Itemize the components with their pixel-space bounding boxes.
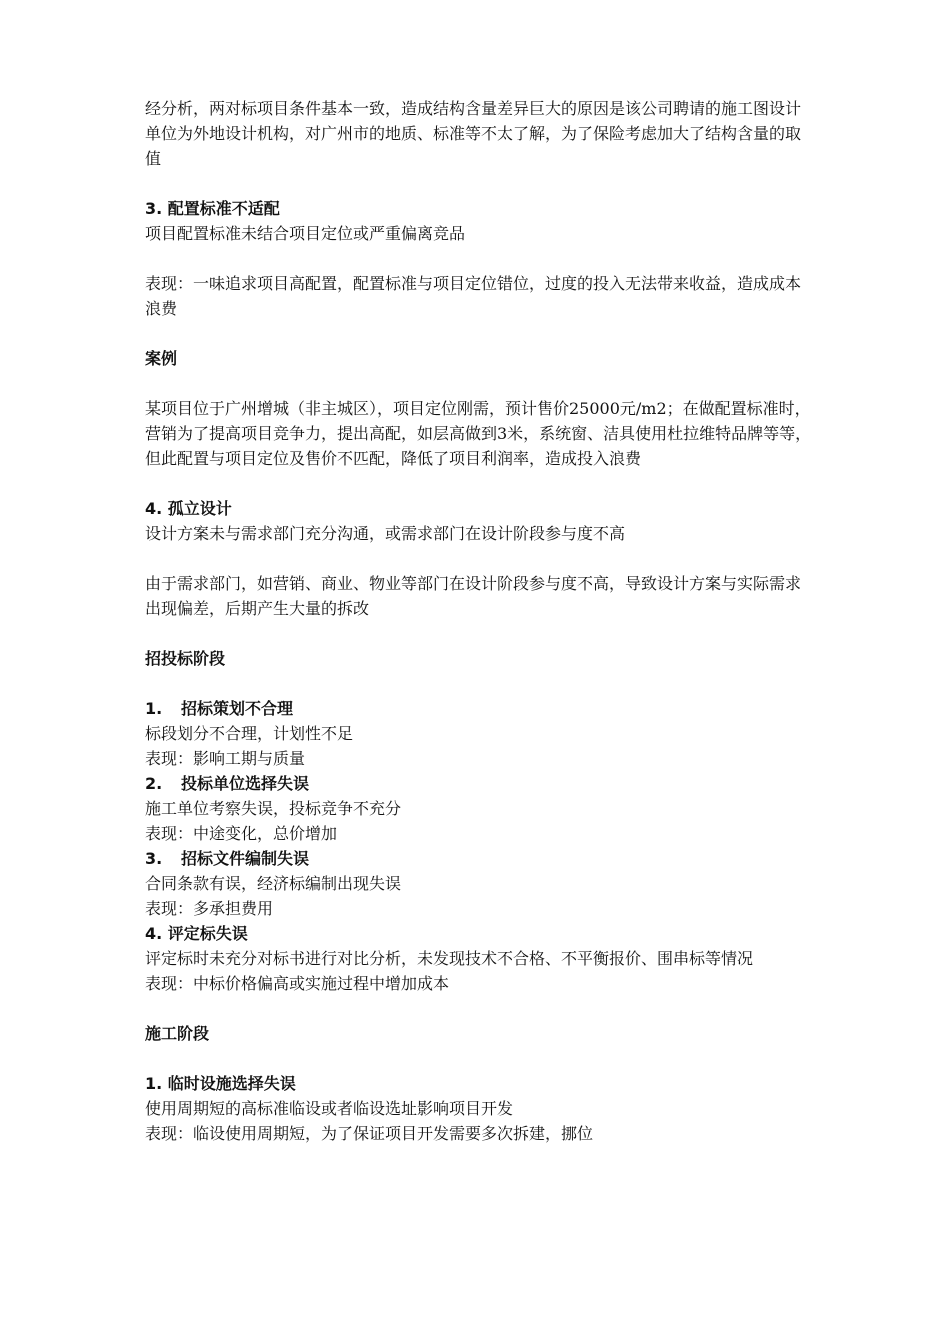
construction-item-manifest: 表现：临设使用周期短，为了保证项目开发需要多次拆建，挪位 xyxy=(145,1124,594,1143)
item-title: 临时设施选择失误 xyxy=(167,1074,296,1093)
item-title: 配置标准不适配 xyxy=(167,199,280,218)
bidding-item-manifest: 表现：中标价格偏高或实施过程中增加成本 xyxy=(145,974,450,993)
item-title: 招标策划不合理 xyxy=(181,699,294,718)
bidding-item-desc: 合同条款有误，经济标编制出现失误 xyxy=(145,874,402,893)
construction-heading: 施工阶段 xyxy=(145,1024,210,1043)
bidding-item-heading xyxy=(145,771,815,796)
item-number: 3. xyxy=(145,849,163,868)
item-title: 评定标失误 xyxy=(167,924,248,943)
intro-paragraph: 经分析，两对标项目条件基本一致，造成结构含量差异巨大的原因是该公司聘请的施工图设计单位为外地设计机构，对广州市的地质、标准等不太了解，为了保险考虑加大了结构含量的取值 xyxy=(145,99,802,168)
document-page xyxy=(145,96,815,1146)
item3-manifest: 表现：一味追求项目高配置，配置标准与项目定位错位，过度的投入无法带来收益，造成成本浪费 xyxy=(145,274,802,318)
bidding-item-heading xyxy=(145,921,815,946)
item-number: 1. xyxy=(145,699,163,718)
bidding-item-manifest: 表现：多承担费用 xyxy=(145,899,274,918)
item3-desc: 项目配置标准未结合项目定位或严重偏离竞品 xyxy=(145,224,466,243)
bidding-item-desc: 施工单位考察失误，投标竞争不充分 xyxy=(145,799,402,818)
item4-desc: 设计方案未与需求部门充分沟通，或需求部门在设计阶段参与度不高 xyxy=(145,524,626,543)
bidding-item-desc: 评定标时未充分对标书进行对比分析，未发现技术不合格、不平衡报价、围串标等情况 xyxy=(145,949,754,968)
item-title: 招标文件编制失误 xyxy=(181,849,310,868)
bidding-item-desc: 标段划分不合理，计划性不足 xyxy=(145,724,354,743)
bidding-item-heading xyxy=(145,696,815,721)
item4-manifest: 由于需求部门，如营销、商业、物业等部门在设计阶段参与度不高，导致设计方案与实际需求出现偏差，后期产生大量的拆改 xyxy=(145,574,802,618)
item-number: 2. xyxy=(145,774,163,793)
case-paragraph: 某项目位于广州增城（非主城区），项目定位刚需，预计售价25000元/m2；在做配置标准时，营销为了提高项目竞争力，提出高配，如层高做到3米，系统窗、洁具使用杜拉维特品牌等等，但此配置与项目定位及售价不匹配，降低了项目利润率，造成投入浪费 xyxy=(145,399,812,468)
bidding-item-heading xyxy=(145,846,815,871)
item3-heading xyxy=(145,196,815,221)
item-number: 4. xyxy=(145,924,163,943)
item-number: 4. xyxy=(145,499,163,518)
bidding-item-manifest: 表现：影响工期与质量 xyxy=(145,749,306,768)
bidding-item-manifest: 表现：中途变化，总价增加 xyxy=(145,824,338,843)
bidding-heading: 招投标阶段 xyxy=(145,649,226,668)
item-title: 投标单位选择失误 xyxy=(181,774,310,793)
item-title: 孤立设计 xyxy=(167,499,232,518)
item-number: 3. xyxy=(145,199,163,218)
construction-item-desc: 使用周期短的高标准临设或者临设选址影响项目开发 xyxy=(145,1099,514,1118)
construction-item-heading xyxy=(145,1071,815,1096)
item-number: 1. xyxy=(145,1074,163,1093)
case-heading: 案例 xyxy=(145,349,178,368)
item4-heading xyxy=(145,496,815,521)
